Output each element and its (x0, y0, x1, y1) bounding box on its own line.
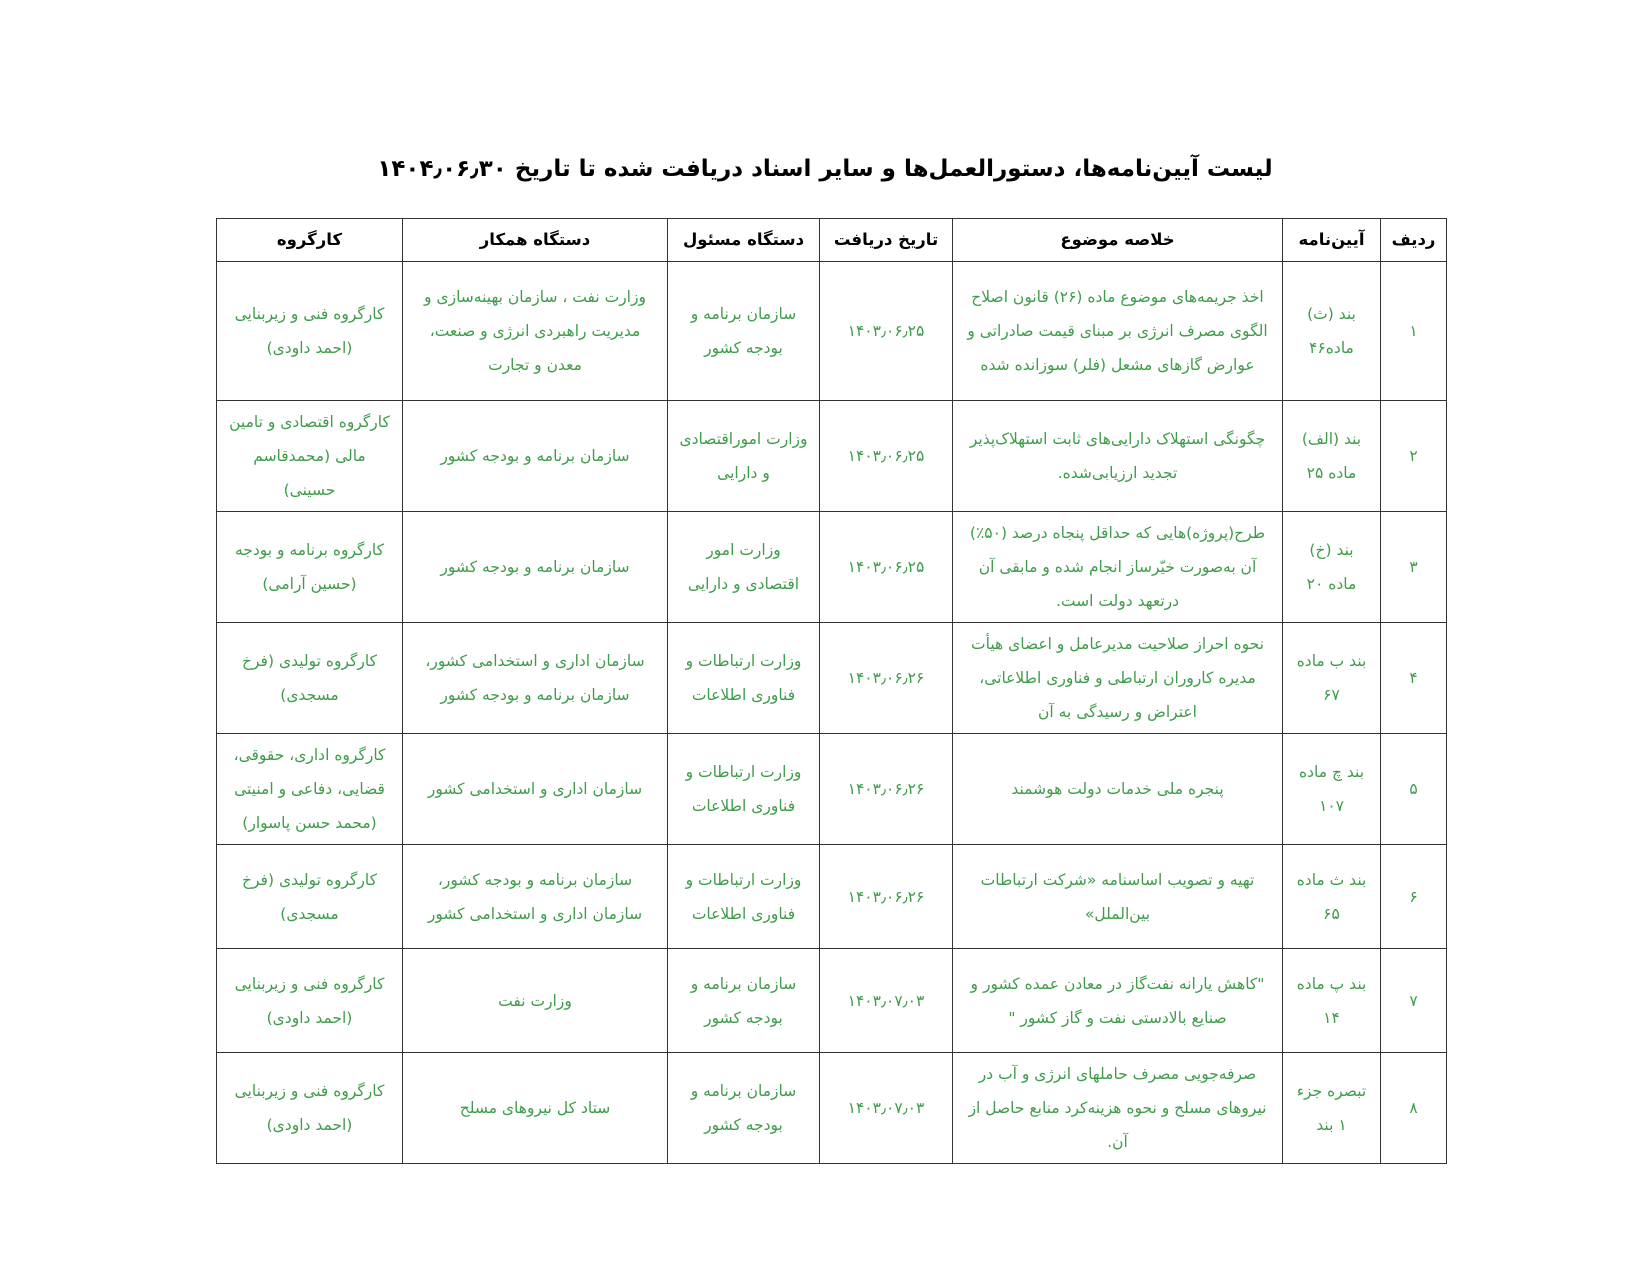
received-date-cell: ۱۴۰۳٫۰۷٫۰۳ (820, 949, 953, 1053)
responsible-cell: وزارت ارتباطات و فناوری اطلاعات (668, 845, 820, 949)
table-header-row (217, 219, 1447, 262)
table-row (217, 623, 1447, 734)
row-number: ۵ (1381, 734, 1447, 845)
regulation-cell: بند ب ماده ۶۷ (1283, 623, 1381, 734)
table-row (217, 949, 1447, 1053)
regulation-cell: بند (ث) ماده۴۶ (1283, 262, 1381, 401)
working-group-cell: کارگروه تولیدی (فرخ مسجدی) (217, 845, 403, 949)
header-received-date: تاریخ دریافت (820, 219, 953, 262)
partner-cell: سازمان برنامه و بودجه کشور (403, 512, 668, 623)
summary-cell: نحوه احراز صلاحیت مدیرعامل و اعضای هیأت مدیره کاروران ارتباطی و فناوری اطلاعاتی، اعتراض و رسیدگی به آن (953, 623, 1283, 734)
page-title: لیست آیین‌نامه‌ها، دستورالعمل‌ها و سایر اسناد دریافت شده تا تاریخ ۱۴۰۴٫۰۶٫۳۰ (377, 156, 1273, 182)
summary-cell: تهیه و تصویب اساسنامه «شرکت ارتباطات بین‌الملل» (953, 845, 1283, 949)
partner-cell: سازمان اداری و استخدامی کشور (403, 734, 668, 845)
row-number: ۳ (1381, 512, 1447, 623)
summary-cell: اخذ جریمه‌های موضوع ماده (۲۶) قانون اصلاح الگوی مصرف انرژی بر مبنای قیمت صادراتی و عوارض گازهای مشعل (فلر) سوزانده شده (953, 262, 1283, 401)
partner-cell: ستاد کل نیروهای مسلح (403, 1053, 668, 1164)
summary-cell: طرح(پروژه)هایی که حداقل پنجاه درصد (۵۰٪) آن به‌صورت خیّرساز انجام شده و مابقی آن درتعهد دولت است. (953, 512, 1283, 623)
working-group-cell: کارگروه فنی و زیربنایی (احمد داودی) (217, 949, 403, 1053)
partner-cell: وزارت نفت (403, 949, 668, 1053)
row-number: ۸ (1381, 1053, 1447, 1164)
partner-cell: سازمان برنامه و بودجه کشور (403, 401, 668, 512)
working-group-cell: کارگروه تولیدی (فرخ مسجدی) (217, 623, 403, 734)
received-date-cell: ۱۴۰۳٫۰۶٫۲۶ (820, 623, 953, 734)
summary-cell: صرفه‌جویی مصرف حاملهای انرژی و آب در نیروهای مسلح و نحوه هزینه‌کرد منابع حاصل از آن. (953, 1053, 1283, 1164)
working-group-cell: کارگروه فنی و زیربنایی (احمد داودی) (217, 262, 403, 401)
partner-cell: وزارت نفت ، سازمان بهینه‌سازی و مدیریت راهبردی انرژی و صنعت، معدن و تجارت (403, 262, 668, 401)
responsible-cell: وزارت ارتباطات و فناوری اطلاعات (668, 734, 820, 845)
responsible-cell: وزارت امور اقتصادی و دارایی (668, 512, 820, 623)
received-date-cell: ۱۴۰۳٫۰۷٫۰۳ (820, 1053, 953, 1164)
row-number: ۲ (1381, 401, 1447, 512)
responsible-cell: سازمان برنامه و بودجه کشور (668, 262, 820, 401)
table-row (217, 734, 1447, 845)
row-number: ۶ (1381, 845, 1447, 949)
regulation-cell: بند چ ماده ۱۰۷ (1283, 734, 1381, 845)
row-number: ۷ (1381, 949, 1447, 1053)
regulation-cell: بند (الف) ماده ۲۵ (1283, 401, 1381, 512)
header-working-group: کارگروه (217, 219, 403, 262)
table-row (217, 262, 1447, 401)
received-date-cell: ۱۴۰۳٫۰۶٫۲۶ (820, 734, 953, 845)
working-group-cell: کارگروه اداری، حقوقی، قضایی، دفاعی و امنیتی (محمد حسن پاسوار) (217, 734, 403, 845)
responsible-cell: سازمان برنامه و بودجه کشور (668, 949, 820, 1053)
regulation-cell: بند (خ) ماده ۲۰ (1283, 512, 1381, 623)
partner-cell: سازمان برنامه و بودجه کشور، سازمان اداری و استخدامی کشور (403, 845, 668, 949)
regulation-cell: بند ث ماده ۶۵ (1283, 845, 1381, 949)
partner-cell: سازمان اداری و استخدامی کشور، سازمان برنامه و بودجه کشور (403, 623, 668, 734)
header-summary: خلاصه موضوع (953, 219, 1283, 262)
responsible-cell: سازمان برنامه و بودجه کشور (668, 1053, 820, 1164)
row-number: ۱ (1381, 262, 1447, 401)
table-row (217, 845, 1447, 949)
working-group-cell: کارگروه برنامه و بودجه (حسین آرامی) (217, 512, 403, 623)
working-group-cell: کارگروه اقتصادی و تامین مالی (محمدقاسم حسینی) (217, 401, 403, 512)
received-date-cell: ۱۴۰۳٫۰۶٫۲۵ (820, 401, 953, 512)
table-row (217, 1053, 1447, 1164)
summary-cell: "کاهش یارانه نفت‌گاز در معادن عمده کشور و صنایع بالادستی نفت و گاز کشور " (953, 949, 1283, 1053)
regulations-table (216, 218, 1447, 1164)
received-date-cell: ۱۴۰۳٫۰۶٫۲۵ (820, 512, 953, 623)
responsible-cell: وزارت ارتباطات و فناوری اطلاعات (668, 623, 820, 734)
summary-cell: چگونگی استهلاک دارایی‌های ثابت استهلاک‌پذیر تجدید ارزیابی‌شده. (953, 401, 1283, 512)
received-date-cell: ۱۴۰۳٫۰۶٫۲۶ (820, 845, 953, 949)
responsible-cell: وزارت اموراقتصادی و دارایی (668, 401, 820, 512)
header-partner: دستگاه همکار (403, 219, 668, 262)
summary-cell: پنجره ملی خدمات دولت هوشمند (953, 734, 1283, 845)
received-date-cell: ۱۴۰۳٫۰۶٫۲۵ (820, 262, 953, 401)
regulation-cell: بند پ ماده ۱۴ (1283, 949, 1381, 1053)
working-group-cell: کارگروه فنی و زیربنایی (احمد داودی) (217, 1053, 403, 1164)
header-responsible: دستگاه مسئول (668, 219, 820, 262)
table-row (217, 401, 1447, 512)
regulation-cell: تبصره جزء ۱ بند (1283, 1053, 1381, 1164)
header-regulation: آیین‌نامه (1283, 219, 1381, 262)
table-row (217, 512, 1447, 623)
header-row-no: ردیف (1381, 219, 1447, 262)
row-number: ۴ (1381, 623, 1447, 734)
